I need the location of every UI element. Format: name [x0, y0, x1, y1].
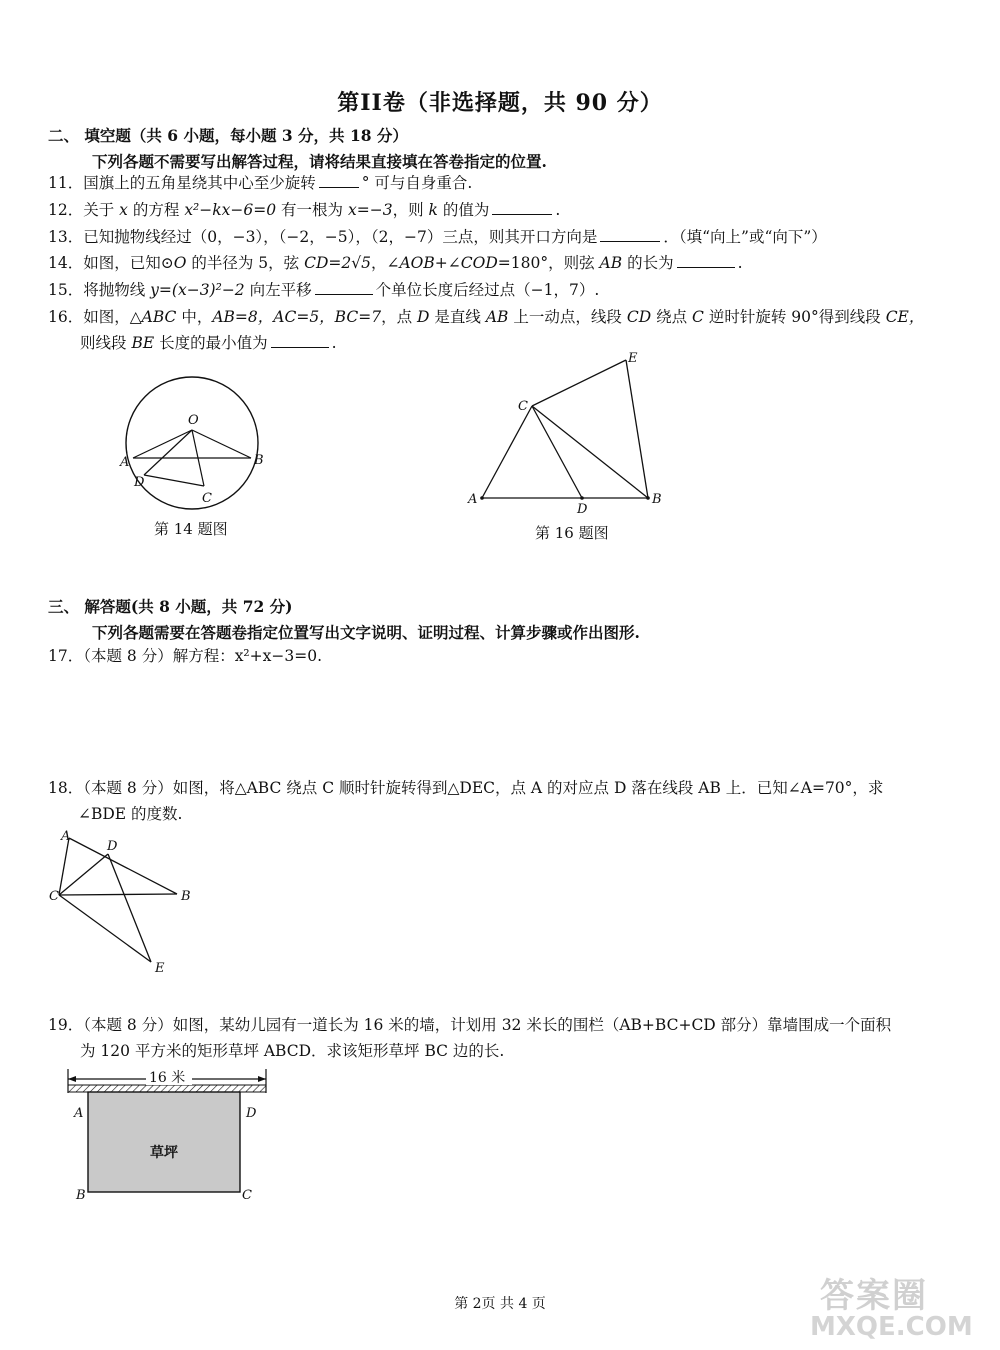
q12-text: ，则 [392, 201, 424, 219]
q14-text: 的长为 [627, 254, 674, 272]
segment-ab-line [69, 838, 177, 894]
chord-cd: CD=2√5 [304, 254, 371, 272]
point-d: D [417, 308, 430, 326]
question-11 [48, 170, 472, 196]
q13-text-end: ．（填“向上”或“向下”） [663, 228, 827, 246]
q12-text: 有一根为 [281, 201, 344, 219]
segment-be: BE [131, 334, 155, 352]
question-17: 17．（本题 8 分）解方程：x²+x−3=0. [48, 647, 322, 665]
answer-blank-11[interactable] [319, 173, 359, 188]
point-c: C [692, 308, 704, 326]
answer-blank-13[interactable] [600, 227, 660, 242]
label-d: D [134, 475, 145, 490]
label-d: D [107, 839, 118, 854]
q16-text: 则线段 [80, 334, 127, 352]
question-18-line2: ∠BDE 的度数. [78, 805, 183, 823]
segment-ca-line [482, 406, 532, 498]
var-k: k [428, 201, 438, 219]
segment-ce-line [532, 360, 626, 406]
page-title: 第II卷（非选择题，共 90 分） [337, 90, 663, 116]
answer-blank-12[interactable] [492, 200, 552, 215]
question-13 [48, 224, 827, 250]
section2-instruction: 下列各题不需要写出解答过程，请将结果直接填在答卷指定的位置. [92, 152, 547, 171]
equation-12: x²−kx−6=0 [184, 201, 277, 219]
question-19-line1: 19．（本题 8 分）如图，某幼儿园有一道长为 16 米的墙，计划用 32 米长的围栏（AB+BC+CD 部分）靠墙围成一个面积 [48, 1016, 892, 1034]
q15-text: 15．将抛物线 [48, 281, 146, 299]
segment-cd: CD [626, 308, 652, 326]
point-b-dot [646, 496, 650, 500]
label-b: B [76, 1188, 86, 1203]
question-14: 14．如图，已知⊙O 的半径为 5，弦 CD=2√5，∠AOB+∠COD=180°，则弦 AB 的长为 . [48, 254, 743, 272]
segment-eb-line [626, 360, 648, 498]
label-a: A [120, 455, 130, 470]
q16-text: 是直线 [434, 308, 481, 326]
q16-text: 中， [181, 308, 213, 326]
side-lengths: AB=8，AC=5，BC=7 [212, 308, 382, 326]
label-a: A [468, 492, 478, 507]
q14-text: 的半径为 5，弦 [191, 254, 300, 272]
point-a-dot [480, 496, 484, 500]
line-ab: AB [485, 308, 509, 326]
q16-text: 上一动点，线段 [513, 308, 622, 326]
question-15 [48, 277, 599, 303]
question-18-line1: 18．（本题 8 分）如图，将△ABC 绕点 C 顺时针旋转得到△DEC，点 A 的对应点 D 落在线段 AB 上．已知∠A=70°，求 [48, 779, 884, 797]
question-16 [48, 304, 924, 330]
radius-od [144, 430, 192, 475]
arrow-left-icon [68, 1076, 76, 1082]
section3-instruction: 下列各题需要在答题卷指定位置写出文字说明、证明过程、计算步骤或作出图形. [92, 623, 640, 642]
q12-text: 12．关于 [48, 201, 115, 219]
radius-ob [192, 430, 251, 458]
q16-text: 逆时针旋转 90°得到线段 [708, 308, 881, 326]
label-c: C [49, 889, 59, 904]
q13-text: 13．已知抛物线经过（0，−3），（−2，−5），（2，−7）三点，则其开口方向是 [48, 228, 598, 246]
q12-text: 的值为 [442, 201, 490, 219]
page-footer: 第 2页 共 4 页 [454, 1296, 546, 1312]
answer-blank-15[interactable] [315, 280, 373, 295]
label-c: C [202, 491, 212, 506]
label-a: A [61, 829, 71, 844]
parabola-eq: y=(x−3)²−2 [150, 281, 245, 299]
wall [68, 1085, 266, 1092]
lawn-label: 草坪 [150, 1145, 178, 1161]
chord-ab: AB [599, 254, 623, 272]
circle-o [126, 377, 258, 509]
label-b: B [652, 492, 662, 507]
label-e: E [628, 351, 638, 366]
q16-text: 长度的最小值为 [159, 334, 268, 352]
segment-ce: CE， [885, 308, 925, 326]
label-c: C [242, 1188, 252, 1203]
var-x: x [119, 201, 128, 219]
label-d: D [577, 502, 588, 517]
label-a: A [74, 1106, 84, 1121]
section3-heading: 三、 解答题(共 8 小题，共 72 分) [48, 597, 293, 616]
q15-text: 向左平移 [249, 281, 312, 299]
chord-cd-line [144, 475, 204, 486]
label-o: O [188, 413, 199, 428]
q11-text: 11．国旗上的五角星绕其中心至少旋转 [48, 174, 316, 192]
segment-cb-line [59, 894, 177, 895]
var-O: O [173, 254, 187, 272]
q14-text: ，∠ [370, 254, 400, 272]
figure-16 [462, 350, 672, 520]
answer-blank-14[interactable] [677, 253, 735, 268]
segment-ac-line [59, 838, 69, 895]
q11-text-end: ° 可与自身重合. [361, 174, 473, 192]
point-d-dot [580, 496, 584, 500]
q16-text: ，点 [381, 308, 413, 326]
radius-oa [133, 430, 192, 458]
answer-blank-16[interactable] [271, 333, 329, 348]
segment-cd-line [59, 854, 108, 895]
segment-cd-line [532, 406, 582, 498]
angle-cod: COD [460, 254, 498, 272]
watermark-site: MXQE.COM [810, 1312, 973, 1342]
label-e: E [155, 961, 165, 976]
question-16-line2: 则线段 BE 长度的最小值为 . [80, 334, 337, 352]
arrow-right-icon [258, 1076, 266, 1082]
label-d: D [246, 1106, 257, 1121]
q16-text: 绕点 [656, 308, 688, 326]
lawn-rect [88, 1092, 240, 1192]
q16-text: 16．如图，△ [48, 308, 142, 326]
angle-aob: AOB [399, 254, 435, 272]
triangle-abc: ABC [141, 308, 177, 326]
q15-text-end: 个单位长度后经过点（−1，7）. [375, 281, 600, 299]
segment-cb-line [532, 406, 648, 498]
question-19-line2: 为 120 平方米的矩形草坪 ABCD．求该矩形草坪 BC 边的长. [80, 1042, 505, 1060]
label-c: C [518, 399, 528, 414]
figure-18 [45, 828, 205, 978]
question-12: 12．关于 x 的方程 x²−kx−6=0 有一根为 x=−3，则 k 的值为 . [48, 201, 561, 219]
q14-text: +∠ [434, 254, 461, 272]
q14-text: =180°，则弦 [497, 254, 595, 272]
figure-14-caption: 第 14 题图 [154, 520, 228, 538]
label-b: B [181, 889, 191, 904]
root-value: x=−3 [347, 201, 393, 219]
label-b: B [254, 453, 264, 468]
figure-19 [60, 1065, 280, 1210]
figure-16-caption: 第 16 题图 [535, 524, 609, 542]
section2-heading: 二、 填空题（共 6 小题，每小题 3 分，共 18 分） [48, 126, 408, 145]
watermark-logo: 答案圈 [820, 1276, 928, 1316]
figure-14 [110, 370, 280, 520]
q14-text: 14．如图，已知⊙ [48, 254, 174, 272]
q12-text: 的方程 [132, 201, 180, 219]
dimension-label: 16 米 [149, 1070, 186, 1086]
